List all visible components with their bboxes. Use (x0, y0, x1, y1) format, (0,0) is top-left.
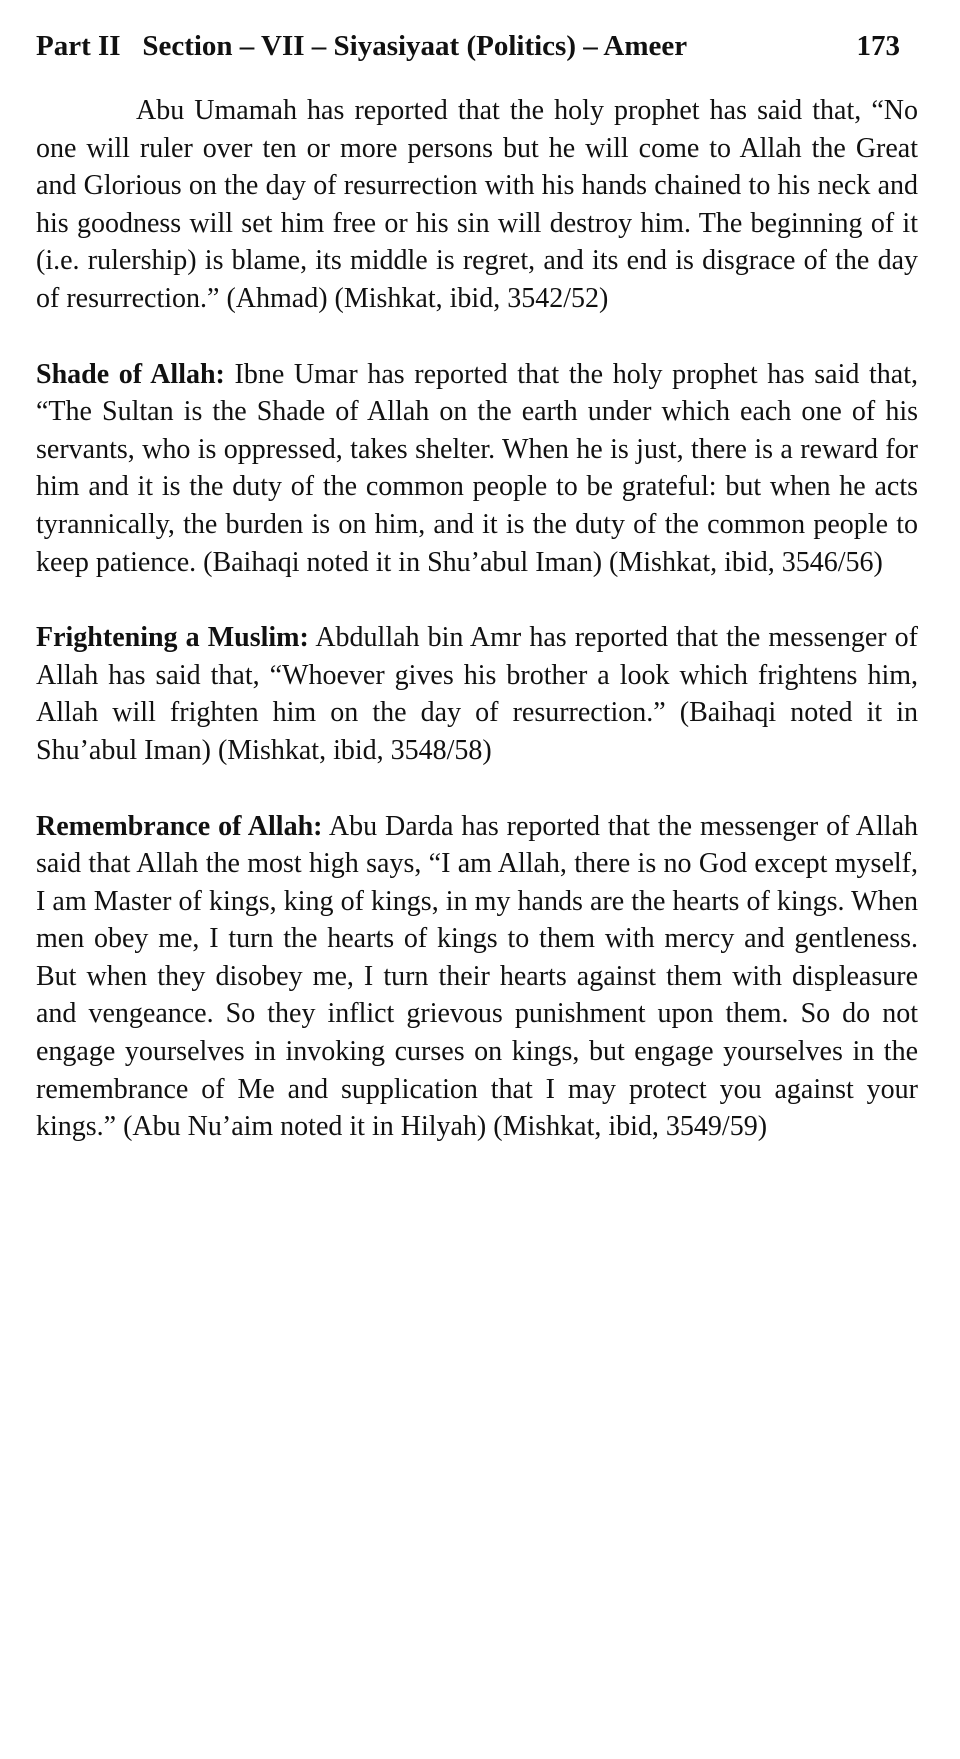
page-number: 173 (856, 30, 900, 62)
header-part: Part II (36, 30, 121, 62)
header-title (36, 22, 687, 70)
header-section: Section – VII – Siyasiyaat (Politics) – Ameer (142, 30, 688, 62)
paragraph-abu-umamah (36, 92, 918, 318)
paragraph-text: Abdullah bin Amr has reported that the messenger of Allah has said that, “Whoever gives his brother a look which frightens him, Allah will frighten him on the day of resurrection.” (Baihaqi noted it in Shu’abul Iman) (Mishkat, ibid, 3548/58) (36, 622, 918, 766)
document-page (36, 22, 918, 1184)
running-header (36, 22, 918, 70)
document-body (36, 92, 918, 1146)
paragraph-text: Abu Darda has reported that the messenger of Allah said that Allah the most high says, “I am Allah, there is no God except myself, I am Master of kings, king of kings, in my hands are the hearts of kings. When men obey me, I turn the hearts of kings to them with mercy and gentleness. But when they disobey me, I turn their hearts against them with displeasure and vengeance. So they inflict grievous punishment upon them. So do not engage yourselves in invoking curses on kings, but engage yourselves in the remembrance of Me and supplication that I may protect you against your kings.” (Abu Nu’aim noted it in Hilyah) (Mishkat, ibid, 3549/59) (36, 810, 919, 1143)
paragraph-heading: Shade of Allah: (36, 358, 225, 390)
paragraph-heading: Frightening a Muslim: (36, 622, 309, 654)
paragraph-heading: Remembrance of Allah: (36, 810, 323, 842)
paragraph-remembrance-of-allah (36, 808, 918, 1146)
paragraph-text: Ibne Umar has reported that the holy prophet has said that, “The Sultan is the Shade of Allah on the earth under which each one of his servants, who is oppressed, takes shelter. When he is just, there is a reward for him and it is the duty of the common people to be grateful: but when he acts tyrannically, the burden is on him, and it is the duty of the common people to keep patience. (Baihaqi noted it in Shu’abul Iman) (Mishkat, ibid, 3546/56) (36, 358, 918, 578)
paragraph-shade-of-allah (36, 356, 918, 582)
paragraph-frightening-a-muslim (36, 619, 918, 769)
paragraph-text: Abu Umamah has reported that the holy prophet has said that, “No one will ruler over ten or more persons but he will come to Allah the Great and Glorious on the day of resurrection with his hands chained to his neck and his goodness will set him free or his sin will destroy him. The beginning of it (i.e. rulership) is blame, its middle is regret, and its end is disgrace of the day of resurrection.” (Ahmad) (Mishkat, ibid, 3542/52) (36, 95, 918, 314)
